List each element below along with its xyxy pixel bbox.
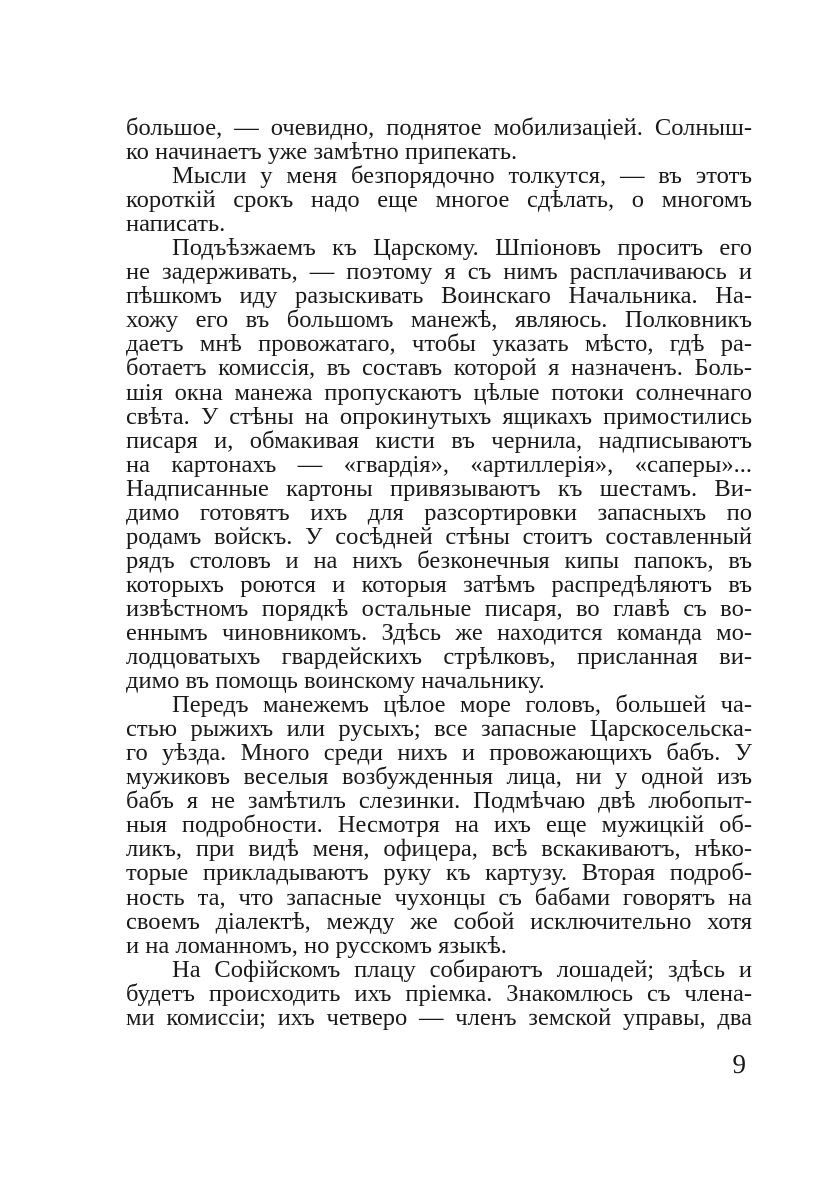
text-line: на картонахъ — «гвардiя», «артиллерiя», «саперы»... <box>126 450 752 478</box>
paragraph <box>126 955 752 1031</box>
text-line: рядъ столовъ и на нихъ безконечныя кипы папокъ, въ <box>126 546 752 574</box>
text-line: свѣта. У стѣны на опрокинутыхъ ящикахъ примостились <box>126 402 752 430</box>
text-line: Передъ манежемъ цѣлое море головъ, большей ча- <box>172 691 752 719</box>
text-line: Мысли у меня безпорядочно толкутся, — въ этотъ <box>172 162 752 190</box>
text-line: хожу его въ большомъ манежѣ, являюсь. Полковникъ <box>126 306 752 334</box>
text-line: го уѣзда. Много среди нихъ и провожающихъ бабъ. У <box>126 739 752 767</box>
text-line: лодцоватыхъ гвардейскихъ стрѣлковъ, присланная ви- <box>126 643 752 671</box>
text-line: даетъ мнѣ провожатаго, чтобы указать мѣсто, гдѣ ра- <box>126 330 752 358</box>
text-line: извѣстномъ порядкѣ остальные писаря, во главѣ съ во- <box>126 594 752 622</box>
text-line: и на ломанномъ, но русскомъ языкѣ. <box>126 931 507 959</box>
text-line: Подъѣзжаемъ къ Царскому. Шпiоновъ проситъ его <box>172 234 752 262</box>
text-line: ко начинаетъ уже замѣтно припекать. <box>126 138 518 166</box>
text-line: своемъ дiалектѣ, между же собой исключительно хотя <box>126 907 752 935</box>
text-line: Надписанные картоны привязываютъ къ шестамъ. Ви- <box>126 474 752 502</box>
text-line: не задерживать, — поэтому я съ нимъ расплачиваюсь и <box>126 258 752 286</box>
text-line: еннымъ чиновникомъ. Здѣсь же находится команда мо- <box>126 618 752 646</box>
text-line: торые прикладываютъ руку къ картузу. Вторая подроб- <box>126 859 752 887</box>
paragraph <box>126 164 752 236</box>
text-line: шiя окна манежа пропускаютъ цѣлые потоки солнечнаго <box>126 378 752 406</box>
text-line: пѣшкомъ иду разыскивать Воинскаго Начальника. На- <box>126 282 752 310</box>
text-line: ныя подробности. Несмотря на ихъ еще мужицкiй об- <box>126 811 752 839</box>
text-line: стью рыжихъ или русыхъ; все запасные Царскосельска- <box>126 715 752 743</box>
page-number: 9 <box>732 1049 746 1079</box>
text-line: которыхъ роются и которыя затѣмъ распредѣляютъ въ <box>126 570 752 598</box>
body-text <box>126 116 752 1030</box>
text-line: писаря и, обмакивая кисти въ чернила, надписываютъ <box>126 426 752 454</box>
text-line: родамъ войскъ. У сосѣдней стѣны стоитъ составленный <box>126 522 752 550</box>
text-line: большое, — очевидно, поднятое мобилизацiей. Солныш- <box>126 114 752 141</box>
text-line: димо готовятъ ихъ для разсортировки запасныхъ по <box>126 498 752 526</box>
paragraph <box>126 236 752 693</box>
text-line: будетъ происходить ихъ прiемка. Знакомлюсь съ члена- <box>126 979 752 1007</box>
text-line: бабъ я не замѣтилъ слезинки. Подмѣчаю двѣ любопыт- <box>126 787 752 815</box>
text-line: мужиковъ веселыя возбужденныя лица, ни у одной изъ <box>126 763 752 791</box>
text-line: димо въ помощь воинскому начальнику. <box>126 667 545 695</box>
paragraph <box>126 116 752 164</box>
text-line: ность та, что запасные чухонцы съ бабами говорятъ на <box>126 883 752 911</box>
text-line: написать. <box>126 210 226 238</box>
text-line: ми комиссiи; ихъ четверо — членъ земской управы, два <box>126 1003 752 1031</box>
text-line: ликъ, при видѣ меня, офицера, всѣ вскакиваютъ, нѣко- <box>126 835 752 863</box>
text-line: короткiй срокъ надо еще многое сдѣлать, о многомъ <box>126 186 752 214</box>
text-line: ботаетъ комиссiя, въ составъ которой я назначенъ. Боль- <box>126 354 752 382</box>
text-line: На Софiйскомъ плацу собираютъ лошадей; здѣсь и <box>172 955 752 983</box>
paragraph <box>126 693 752 958</box>
